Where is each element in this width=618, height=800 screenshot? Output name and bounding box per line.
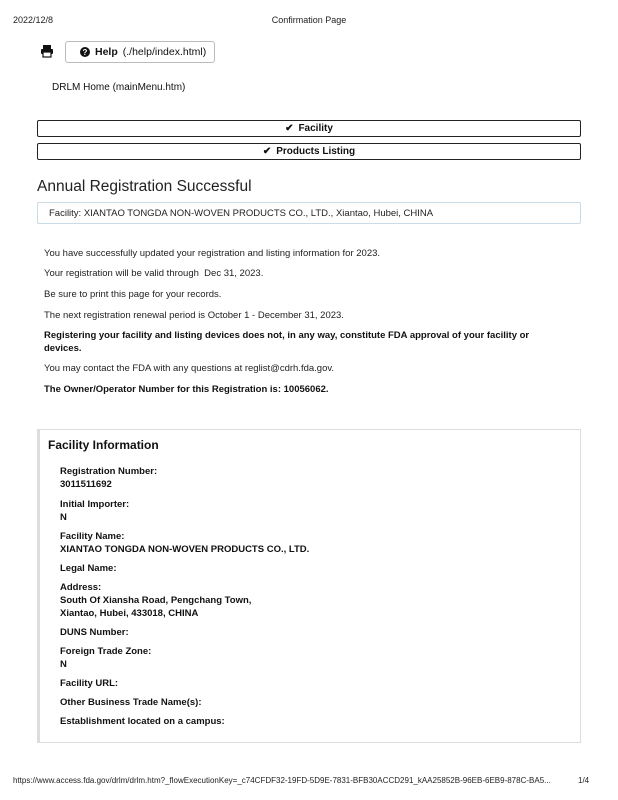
tab-facility[interactable]	[37, 120, 581, 137]
printer-icon[interactable]	[40, 44, 54, 58]
tab-products-label: Products Listing	[276, 146, 356, 157]
duns-number-label: DUNS Number:	[60, 627, 129, 638]
help-link-path: (./help/index.html)	[122, 46, 207, 58]
initial-importer-value: N	[60, 512, 67, 523]
footer-page-number: 1/4	[578, 776, 590, 785]
drlm-home-link[interactable]: DRLM Home (mainMenu.htm)	[52, 82, 186, 93]
message-renewal-period: The next registration renewal period is October 1 - December 31, 2023.	[44, 310, 344, 321]
message-disclaimer-line2: devices.	[44, 343, 82, 354]
registration-number-label: Registration Number:	[60, 466, 158, 477]
help-button[interactable]	[65, 41, 215, 63]
foreign-trade-zone-label: Foreign Trade Zone:	[60, 646, 152, 657]
question-circle-icon: ?	[80, 47, 90, 57]
address-label: Address:	[60, 582, 102, 593]
facility-name-label: Facility Name:	[60, 531, 125, 542]
facility-summary: Facility: XIANTAO TONGDA NON-WOVEN PRODUCTS CO., LTD., Xiantao, Hubei, CHINA	[37, 202, 581, 224]
message-updated: You have successfully updated your registration and listing information for 2023.	[44, 248, 381, 259]
other-trade-names-label: Other Business Trade Name(s):	[60, 697, 202, 708]
address-line2: Xiantao, Hubei, 433018, CHINA	[60, 608, 199, 619]
facility-name-value: XIANTAO TONGDA NON-WOVEN PRODUCTS CO., LTD.	[60, 544, 310, 555]
footer-url: https://www.access.fda.gov/drlm/drlm.htm?_flowExecutionKey=_c74CFDF32-19FD-5D9E-7831-BFB30ACCD291_kAA25852B-96EB-6EB9-878C-BA5...	[13, 776, 551, 785]
facility-information-title: Facility Information	[48, 438, 159, 452]
print-date: 2022/12/8	[13, 15, 54, 25]
page-heading: Annual Registration Successful	[37, 178, 252, 195]
foreign-trade-zone-value: N	[60, 659, 67, 670]
tab-facility-label: Facility	[298, 123, 333, 134]
legal-name-label: Legal Name:	[60, 563, 117, 574]
tab-products-listing[interactable]	[37, 143, 581, 160]
address-line1: South Of Xiansha Road, Pengchang Town,	[60, 595, 252, 606]
initial-importer-label: Initial Importer:	[60, 499, 130, 510]
help-label: Help	[95, 46, 118, 58]
check-icon: ✔	[285, 123, 294, 134]
owner-operator-number: The Owner/Operator Number for this Registration is: 10056062.	[44, 384, 329, 395]
message-valid-through: Your registration will be valid through Dec 31, 2023.	[44, 268, 264, 279]
campus-label: Establishment located on a campus:	[60, 716, 225, 727]
message-disclaimer-line1: Registering your facility and listing devices does not, in any way, constitute FDA approval of your facility or	[44, 330, 530, 341]
message-contact: You may contact the FDA with any questions at reglist@cdrh.fda.gov.	[44, 363, 335, 374]
facility-url-label: Facility URL:	[60, 678, 119, 689]
message-print: Be sure to print this page for your records.	[44, 289, 222, 300]
check-icon: ✔	[262, 146, 272, 157]
registration-number-value: 3011511692	[60, 479, 112, 490]
page-title: Confirmation Page	[271, 15, 347, 25]
